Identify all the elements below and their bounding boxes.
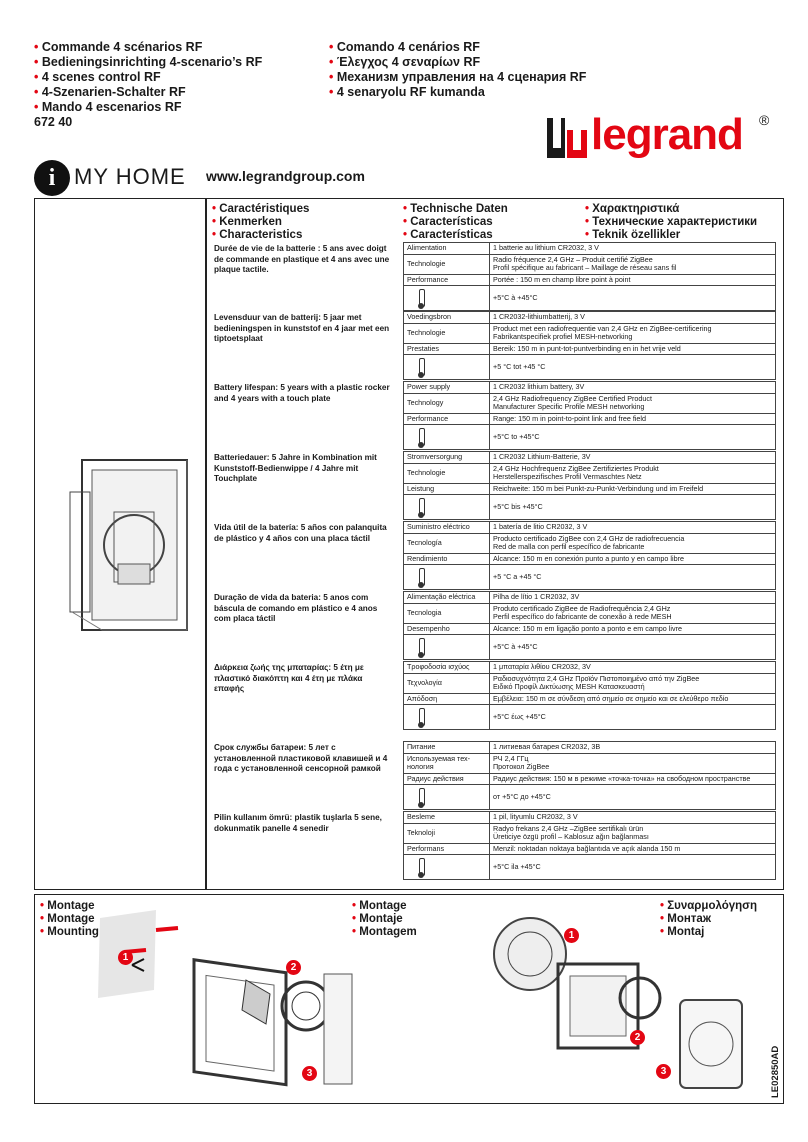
step-number-3: 3 — [656, 1064, 671, 1079]
spec-key: Используемая тех- нология — [404, 753, 490, 773]
temperature-range: +5°C à +45°C — [490, 286, 776, 311]
spec-value: Range: 150 m in point-to-point link and free field — [490, 413, 776, 425]
battery-life-text: Pilin kullanım ömrü: plastik tuşlarla 5 sene, dokunmatik panelle 4 senedir — [214, 813, 382, 833]
spec-key: Alimentation — [404, 243, 490, 255]
temperature-range: +5 °C a +45 °C — [490, 565, 776, 590]
spec-key: Stromversorgung — [404, 452, 490, 464]
spec-key: Rendimiento — [404, 553, 490, 565]
title-line: • Comando 4 cenários RF — [329, 40, 480, 54]
battery-life-text: Battery lifespan: 5 years with a plastic rocker and 4 years with a touch plate — [214, 383, 390, 403]
spec-table — [403, 451, 776, 520]
header-col2: • Technische Daten • Características • Características — [403, 203, 508, 241]
product-code: 672 40 — [34, 115, 73, 129]
mechanism-drawing — [62, 452, 198, 642]
spec-value: Ραδιοσυχνότητα 2,4 GHz Προϊόν Πιστοποιημένο από την ZigBee Ειδικό Προφίλ Δικτύωσης MESH Κατασκευαστή — [490, 673, 776, 693]
temperature-range: +5°C έως +45°C — [490, 705, 776, 730]
spec-key: Питание — [404, 742, 490, 754]
spec-key: Besleme — [404, 812, 490, 824]
spec-row — [404, 522, 776, 534]
spec-key: Technology — [404, 393, 490, 413]
battery-life-text: Levensduur van de batterij: 5 jaar met bedieningspen in kunststof en 4 jaar met een tiptoetsplaat — [214, 313, 390, 343]
spec-value: Radio fréquence 2,4 GHz – Produit certifié ZigBee Profil spécifique au fabricant – Maillage de réseau sans fil — [490, 254, 776, 274]
thermometer-icon — [419, 289, 425, 307]
spec-key: Suministro eléctrico — [404, 522, 490, 534]
spec-key: Leistung — [404, 483, 490, 495]
spec-key: Technologie — [404, 323, 490, 343]
spec-row — [404, 452, 776, 464]
mounting-illustration-right — [480, 908, 750, 1098]
spec-value: Producto certificado ZigBee con 2,4 GHz de radiofrecuencia Red de malla con perfil específico de fabricante — [490, 533, 776, 553]
spec-key: Technologie — [404, 463, 490, 483]
spec-row — [404, 662, 776, 674]
spec-row — [404, 533, 776, 553]
spec-row — [404, 393, 776, 413]
spec-row — [404, 483, 776, 495]
spec-key: Радиус действия — [404, 773, 490, 785]
spec-key: Tecnologia — [404, 603, 490, 623]
step-number-3: 3 — [302, 1066, 317, 1081]
spec-value: Produto certificado ZigBee de Radiofrequência 2,4 GHz Perfil específico do fabricante de conexão à rede MESH — [490, 603, 776, 623]
thermometer-icon — [419, 428, 425, 446]
spec-row — [404, 742, 776, 754]
spec-key: Teknoloji — [404, 823, 490, 843]
spec-value: 1 batería de litio CR2032, 3 V — [490, 522, 776, 534]
spec-value: 1 batterie au lithium CR2032, 3 V — [490, 243, 776, 255]
spec-value: Product met een radiofrequentie van 2,4 GHz en ZigBee-certificering Fabrikantspecifiek profiel MESH-networking — [490, 323, 776, 343]
spec-row — [404, 592, 776, 604]
header-col1: • Caractéristiques • Kenmerken • Characteristics — [212, 203, 310, 241]
spec-row — [404, 753, 776, 773]
spec-key: Τροφοδοσία ισχύος — [404, 662, 490, 674]
spec-value: Alcance: 150 m en conexión punto a punto y en campo libre — [490, 553, 776, 565]
spec-value: 1 pil, lityumlu CR2032, 3 V — [490, 812, 776, 824]
title-line: • 4 senaryolu RF kumanda — [329, 85, 485, 99]
legrand-logo — [545, 112, 777, 164]
spec-value: Reichweite: 150 m bei Punkt-zu-Punkt-Verbindung und im Freifeld — [490, 483, 776, 495]
thermometer-icon — [419, 498, 425, 516]
spec-row — [404, 623, 776, 635]
spec-key: Απόδοση — [404, 693, 490, 705]
step-number-1: 1 — [118, 950, 133, 965]
temperature-range: +5°C ila +45°C — [490, 855, 776, 880]
spec-key: Prestaties — [404, 343, 490, 355]
spec-value: Alcance: 150 m em ligação ponto a ponto e em campo livre — [490, 623, 776, 635]
spec-row — [404, 773, 776, 785]
spec-value: Portée : 150 m en champ libre point à point — [490, 274, 776, 286]
spec-value: 2,4 GHz Hochfrequenz ZigBee Zertifiziertes Produkt Herstellerspezifisches Profil Vermaschtes Netz — [490, 463, 776, 483]
spec-row — [404, 323, 776, 343]
myhome-label: MY HOME — [74, 164, 186, 189]
spec-key: Power supply — [404, 382, 490, 394]
battery-life-text: Vida útil de la batería: 5 años con palanquita de plástico y 4 años con una placa táctil — [214, 523, 387, 543]
spec-row — [404, 413, 776, 425]
title-line: • Έλεγχος 4 σεναρίων RF — [329, 55, 481, 69]
spec-row — [404, 553, 776, 565]
montage-header-col2: • Montage • Montaje • Montagem — [352, 900, 417, 938]
spec-value: Radyo frekans 2,4 GHz –ZigBee sertifikalı ürün Üreticiye özgü profil – Kablosuz ağın bağlanması — [490, 823, 776, 843]
thermometer-icon — [419, 708, 425, 726]
spec-value: 1 литиевая батарея CR2032, 3В — [490, 742, 776, 754]
website-link[interactable]: www.legrandgroup.com — [206, 168, 365, 184]
montage-header-col3: • Συναρμολόγηση • Монтаж • Montaj — [660, 900, 758, 938]
title-line: • Mando 4 escenarios RF — [34, 100, 182, 114]
spec-key: Performans — [404, 843, 490, 855]
spec-row — [404, 823, 776, 843]
spec-row — [404, 312, 776, 324]
spec-table — [403, 591, 776, 660]
legrand-wordmark: legrand — [591, 110, 743, 159]
document-reference: LE02850AD — [770, 1045, 781, 1098]
spec-row — [404, 603, 776, 623]
spec-value: 2,4 GHz Radiofrequency ZigBee Certified Product Manufacturer Specific Profile MESH networking — [490, 393, 776, 413]
spec-key: Voedingsbron — [404, 312, 490, 324]
spec-table — [403, 521, 776, 590]
spec-value: Εμβέλεια: 150 m σε σύνδεση από σημείο σε σημείο και σε ελεύθερο πεδίο — [490, 693, 776, 705]
spec-key: Technologie — [404, 254, 490, 274]
spec-table — [403, 242, 776, 311]
spec-row — [404, 254, 776, 274]
spec-row — [404, 382, 776, 394]
title-line: • 4-Szenarien-Schalter RF — [34, 85, 186, 99]
spec-key: Desempenho — [404, 623, 490, 635]
spec-value: 1 μπαταρία λιθίου CR2032, 3V — [490, 662, 776, 674]
battery-life-text: Batteriedauer: 5 Jahre in Kombination mit Kunststoff-Bedienwippe / 4 Jahre mit Touchplate — [214, 453, 377, 483]
step-number-2: 2 — [630, 1030, 645, 1045]
spec-table — [403, 741, 776, 810]
mounting-illustration-left — [96, 910, 356, 1095]
title-line: • Механизм управления на 4 сценария RF — [329, 70, 587, 84]
spec-value: Радиус действия: 150 м в режиме «точка-точка» на свободном пространстве — [490, 773, 776, 785]
step-number-2: 2 — [286, 960, 301, 975]
registered-mark: ® — [759, 112, 770, 128]
title-line: • 4 scenes control RF — [34, 70, 161, 84]
spec-value: Pilha de lítio 1 CR2032, 3V — [490, 592, 776, 604]
spec-value: РЧ 2,4 ГГц Протокол ZigBee — [490, 753, 776, 773]
spec-value: Menzil: noktadan noktaya bağlantıda ve açık alanda 150 m — [490, 843, 776, 855]
battery-life-text: Срок службы батареи: 5 лет с установленной пластиковой клавишей и 4 года с установленной сенсорной рамкой — [214, 743, 388, 773]
spec-value: 1 CR2032 Lithium-Batterie, 3V — [490, 452, 776, 464]
temperature-range: от +5°C до +45°C — [490, 785, 776, 810]
title-list-left — [34, 40, 262, 130]
thermometer-icon — [419, 358, 425, 376]
temperature-range: +5°C à +45°C — [490, 635, 776, 660]
spec-value: Bereik: 150 m in punt-tot-puntverbinding en in het vrije veld — [490, 343, 776, 355]
temperature-range: +5°C to +45°C — [490, 425, 776, 450]
spec-key: Performance — [404, 413, 490, 425]
temperature-range: +5 °C tot +45 °C — [490, 355, 776, 380]
title-line: • Bedieningsinrichting 4-scenario’s RF — [34, 55, 263, 69]
spec-value: 1 CR2032-lithiumbatterij, 3 V — [490, 312, 776, 324]
spec-row — [404, 343, 776, 355]
legrand-mark-icon — [545, 116, 589, 160]
thermometer-icon — [419, 788, 425, 806]
spec-row — [404, 463, 776, 483]
spec-table — [403, 661, 776, 730]
spec-key: Alimentação eléctrica — [404, 592, 490, 604]
spec-value: 1 CR2032 lithium battery, 3V — [490, 382, 776, 394]
spec-table — [403, 311, 776, 380]
spec-row — [404, 812, 776, 824]
spec-row — [404, 843, 776, 855]
thermometer-icon — [419, 858, 425, 876]
spec-row — [404, 243, 776, 255]
montage-header-col1: • Montage • Montage • Mounting — [40, 900, 99, 938]
battery-life-text: Διάρκεια ζωής της μπαταρίας: 5 έτη με πλαστικό διακόπτη και 4 έτη με πλάκα επαφής — [214, 663, 364, 693]
spec-table — [403, 381, 776, 450]
info-icon: i — [34, 160, 70, 196]
spec-key: Τεχνολογία — [404, 673, 490, 693]
title-line: • Commande 4 scénarios RF — [34, 40, 203, 54]
temperature-range: +5°C bis +45°C — [490, 495, 776, 520]
spec-table — [403, 811, 776, 880]
spec-key: Tecnología — [404, 533, 490, 553]
thermometer-icon — [419, 568, 425, 586]
spec-key: Performance — [404, 274, 490, 286]
spec-row — [404, 274, 776, 286]
spec-row — [404, 673, 776, 693]
step-number-1: 1 — [564, 928, 579, 943]
header-col3: • Χαρακτηριστικά • Технические характеристики • Teknik özellikler — [585, 203, 758, 241]
thermometer-icon — [419, 638, 425, 656]
spec-row — [404, 693, 776, 705]
battery-life-text: Durée de vie de la batterie : 5 ans avec doigt de commande en plastique et 4 ans avec une plaque tactile. — [214, 244, 390, 274]
title-list-right — [329, 40, 586, 100]
battery-life-text: Duração de vida da bateria: 5 anos com báscula de comando em plástico e 4 anos com placa táctil — [214, 593, 378, 623]
